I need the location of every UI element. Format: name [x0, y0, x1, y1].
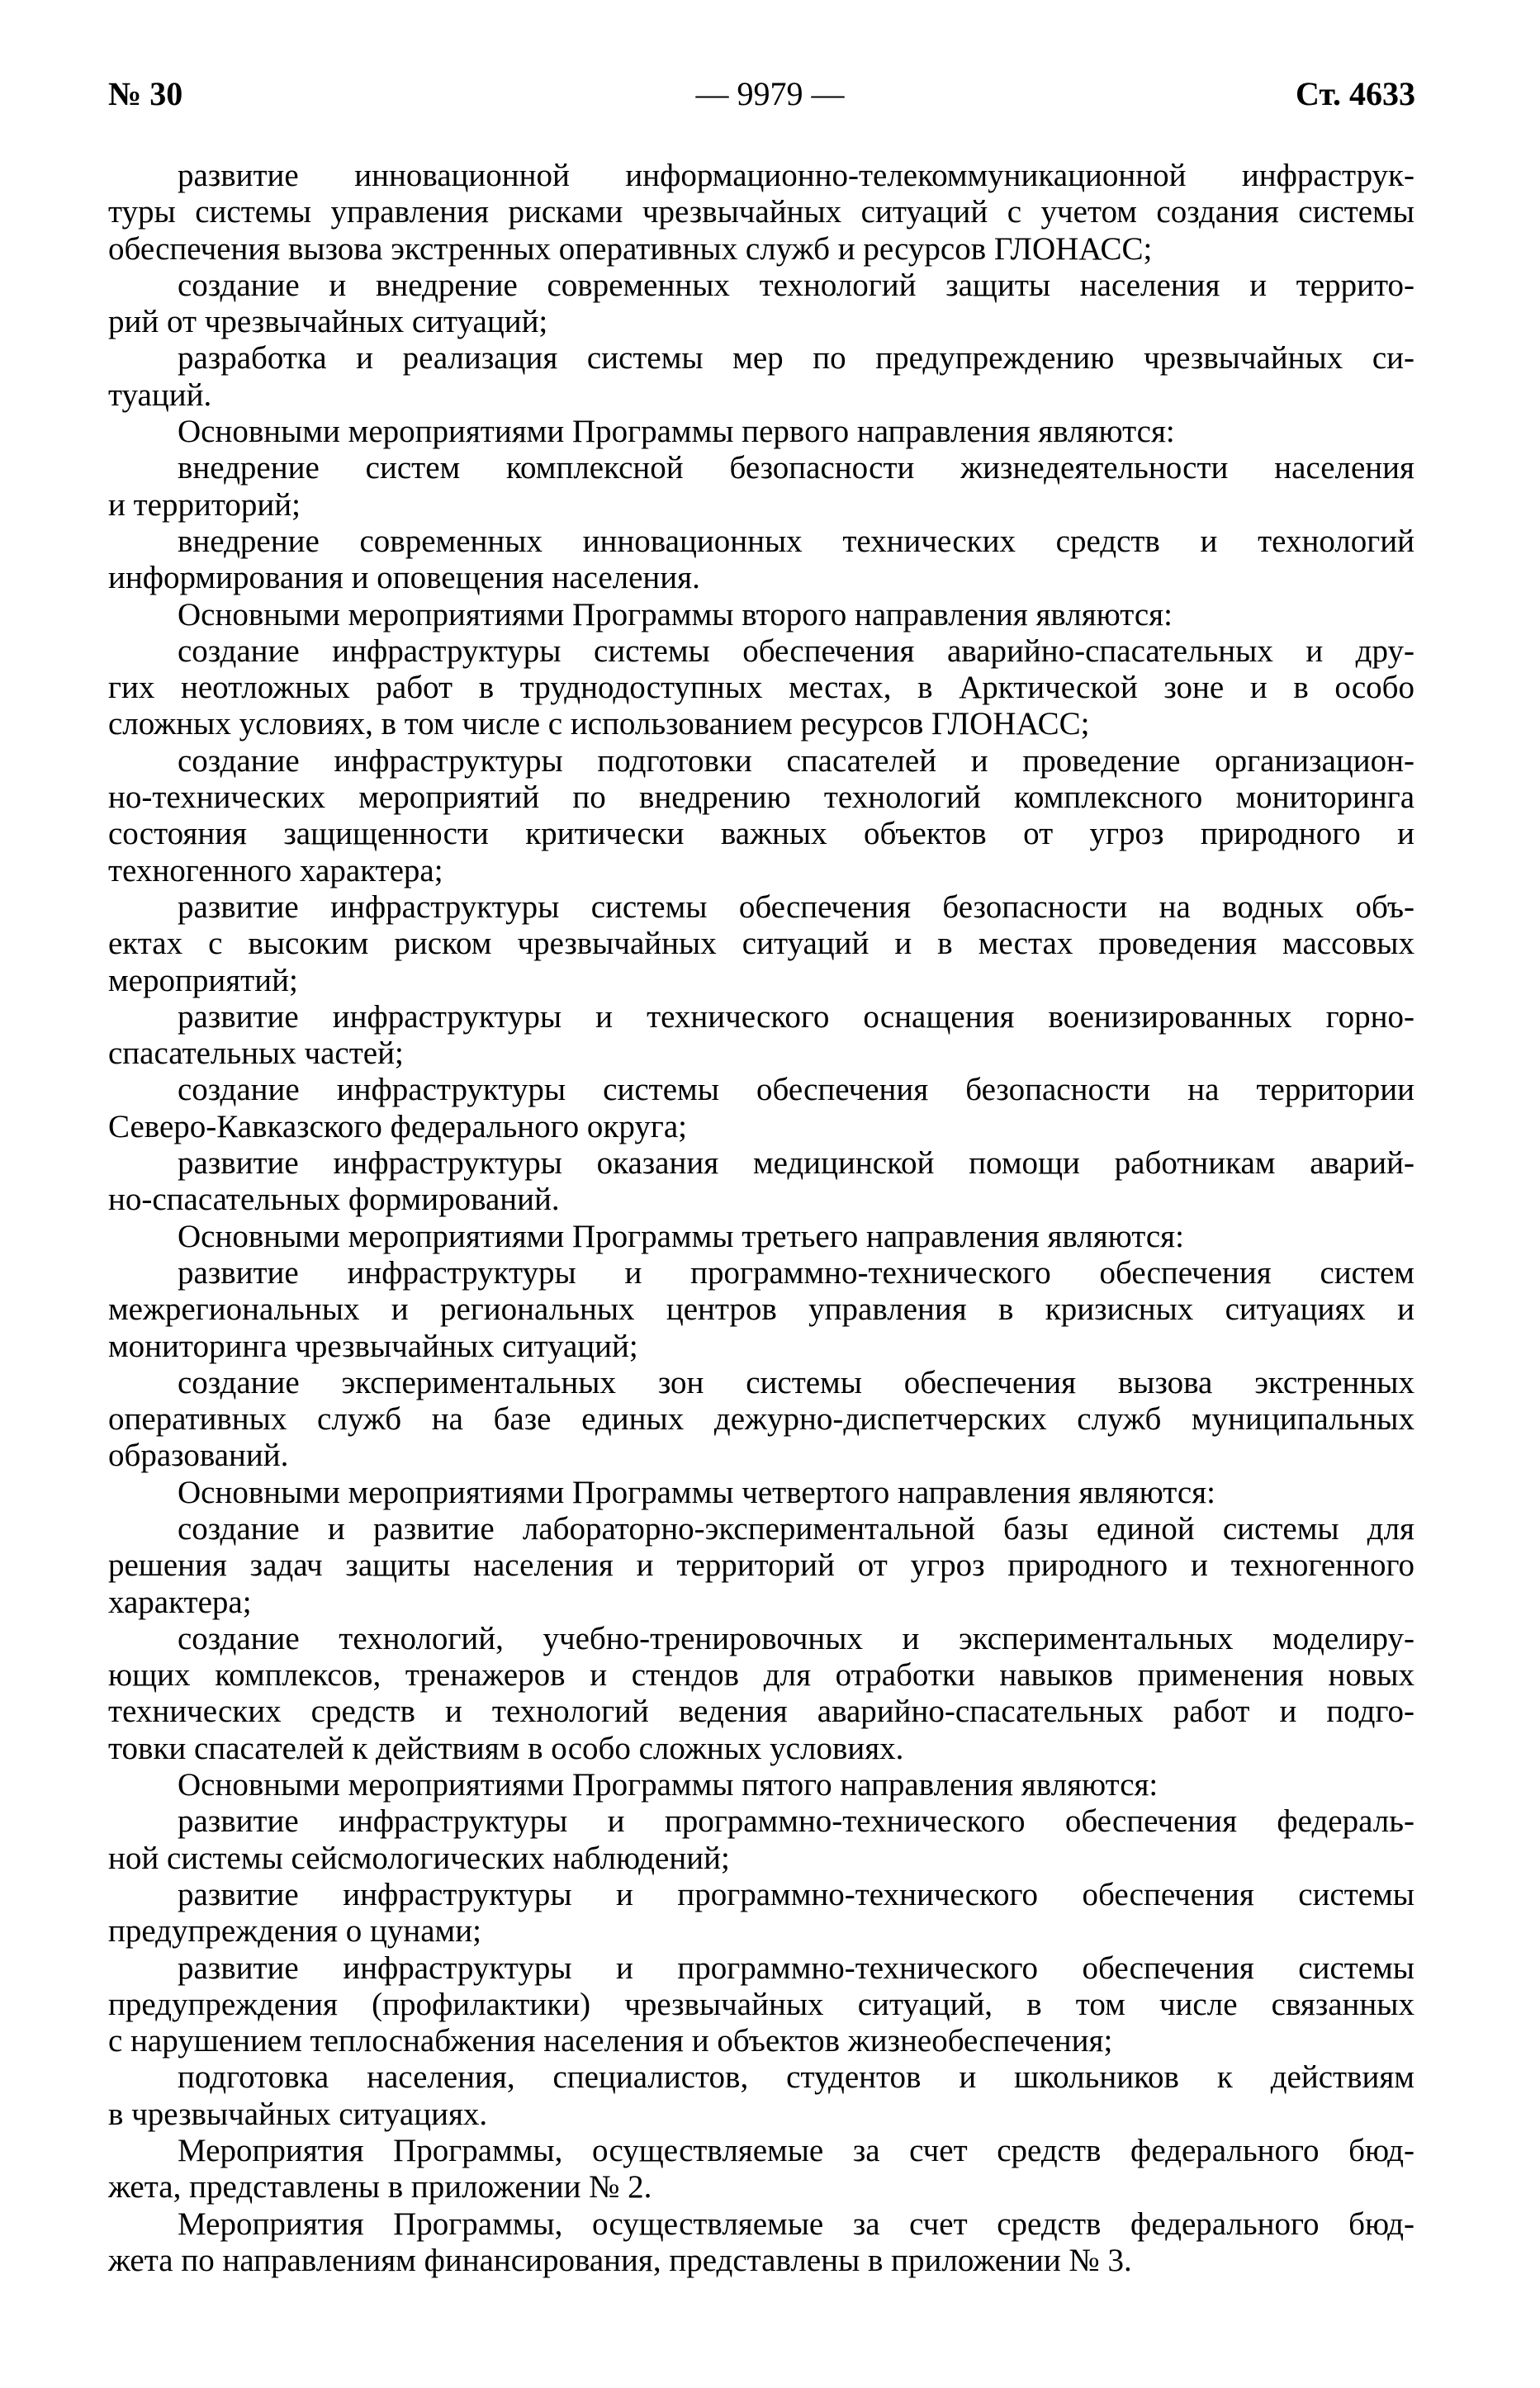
text-line: но-технических мероприятий по внедрению технологий комплексного мониторинга [108, 779, 1414, 816]
paragraph [108, 1365, 1414, 1475]
text-line: создание и внедрение современных технологий защиты населения и террито- [178, 267, 1414, 303]
text-line: технических средств и технологий ведения аварийно-спасательных работ и подго- [108, 1694, 1414, 1730]
text-line: развитие инфраструктуры и программно-технического обеспечения федераль- [178, 1803, 1414, 1840]
text-line: Основными мероприятиями Программы четвертого направления являются: [178, 1474, 1215, 1510]
document-body [108, 158, 1414, 2279]
text-line: развитие инфраструктуры оказания медицинской помощи работникам аварий- [178, 1145, 1414, 1182]
text-line: Мероприятия Программы, осуществляемые за счет средств федерального бюд- [178, 2206, 1414, 2242]
text-line: мониторинга чрезвычайных ситуаций; [108, 1328, 638, 1364]
text-line: техногенного характера; [108, 852, 443, 888]
text-line: внедрение современных инновационных технических средств и технологий [178, 523, 1414, 559]
paragraph [108, 2059, 1414, 2133]
paragraph [108, 1950, 1414, 2060]
paragraph [108, 1145, 1414, 1219]
text-line: межрегиональных и региональных центров управления в кризисных ситуациях и [108, 1291, 1414, 1328]
text-line: создание технологий, учебно-тренировочных и экспериментальных моделиру- [178, 1620, 1414, 1656]
paragraph [108, 1511, 1414, 1621]
text-line: образований. [108, 1438, 289, 1474]
text-line: внедрение систем комплексной безопасности жизнедеятельности населения [178, 450, 1414, 486]
text-line: развитие инфраструктуры и программно-технического обеспечения системы [178, 1876, 1414, 1912]
text-line: товки спасателей к действиям в особо сложных условиях. [108, 1730, 904, 1766]
text-line: создание инфраструктуры системы обеспечения безопасности на территории [178, 1072, 1414, 1108]
text-line: туры системы управления рисками чрезвычайных ситуаций с учетом создания системы [108, 194, 1414, 230]
text-line: оперативных служб на базе единых дежурно-диспетчерских служб муниципальных [108, 1401, 1414, 1438]
text-line: ектах с высоким риском чрезвычайных ситуаций и в местах проведения массовых [108, 926, 1414, 962]
text-line: создание инфраструктуры подготовки спасателей и проведение организацион- [178, 742, 1414, 779]
paragraph [108, 743, 1414, 889]
text-line: спасательных частей; [108, 1035, 404, 1072]
text-line: разработка и реализация системы мер по предупреждению чрезвычайных си- [178, 340, 1414, 377]
paragraph [108, 999, 1414, 1073]
text-line: создание и развитие лабораторно-экспериментальной базы единой системы для [178, 1510, 1414, 1547]
text-line: предупреждения о цунами; [108, 1913, 481, 1950]
text-line: жета, представлены в приложении № 2. [108, 2169, 652, 2206]
text-line: с нарушением теплоснабжения населения и объектов жизнеобеспечения; [108, 2023, 1113, 2059]
text-line: ющих комплексов, тренажеров и стендов для отработки навыков применения новых [108, 1657, 1414, 1694]
text-line: Основными мероприятиями Программы третьего направления являются: [178, 1218, 1184, 1254]
paragraph [108, 1219, 1414, 1255]
text-line: гих неотложных работ в труднодоступных местах, в Арктической зоне и в особо [108, 670, 1414, 706]
text-line: обеспечения вызова экстренных оперативных служб и ресурсов ГЛОНАСС; [108, 230, 1153, 267]
text-line: информирования и оповещения населения. [108, 560, 700, 596]
text-line: Северо-Кавказского федерального округа; [108, 1108, 687, 1144]
text-line: развитие инфраструктуры и программно-технического обеспечения системы [178, 1950, 1414, 1986]
article-number: Ст. 4633 [1296, 75, 1415, 112]
paragraph [108, 340, 1414, 414]
text-line: развитие инфраструктуры и программно-технического обеспечения систем [178, 1254, 1414, 1291]
text-line: мероприятий; [108, 962, 298, 998]
paragraph [108, 597, 1414, 633]
paragraph [108, 1767, 1414, 1803]
paragraph [108, 2133, 1414, 2206]
paragraph [108, 414, 1414, 450]
text-line: Мероприятия Программы, осуществляемые за счет средств федерального бюд- [178, 2133, 1414, 2169]
text-line: создание экспериментальных зон системы обеспечения вызова экстренных [178, 1364, 1414, 1400]
issue-number: № 30 [108, 75, 183, 112]
text-line: и территорий; [108, 486, 301, 523]
page-number: — 9979 — [695, 75, 845, 112]
text-line: ной системы сейсмологических наблюдений; [108, 1840, 730, 1876]
text-line: рий от чрезвычайных ситуаций; [108, 304, 548, 340]
paragraph [108, 524, 1414, 597]
paragraph [108, 1877, 1414, 1950]
text-line: жета по направлениям финансирования, представлены в приложении № 3. [108, 2242, 1132, 2278]
paragraph [108, 268, 1414, 341]
text-line: в чрезвычайных ситуациях. [108, 2096, 488, 2132]
text-line: Основными мероприятиями Программы первого направления являются: [178, 414, 1175, 450]
text-line: развитие инфраструктуры системы обеспечения безопасности на водных объ- [178, 888, 1414, 925]
text-line: предупреждения (профилактики) чрезвычайных ситуаций, в том числе связанных [108, 1986, 1414, 2022]
paragraph [108, 1072, 1414, 1145]
text-line: сложных условиях, в том числе с использованием ресурсов ГЛОНАСС; [108, 706, 1090, 742]
text-line: характера; [108, 1584, 252, 1620]
text-line: Основными мероприятиями Программы пятого направления являются: [178, 1767, 1159, 1803]
text-line: состояния защищенности критически важных объектов от угроз природного и [108, 816, 1414, 852]
text-line: решения задач защиты населения и территорий от угроз природного и техногенного [108, 1547, 1414, 1584]
paragraph [108, 158, 1414, 268]
text-line: туаций. [108, 377, 212, 413]
paragraph [108, 1621, 1414, 1767]
paragraph [108, 1255, 1414, 1365]
text-line: подготовка населения, специалистов, студентов и школьников к действиям [178, 2059, 1414, 2096]
text-line: Основными мероприятиями Программы второго направления являются: [178, 596, 1173, 633]
paragraph [108, 1475, 1414, 1511]
paragraph [108, 2206, 1414, 2280]
paragraph [108, 633, 1414, 743]
text-line: развитие инфраструктуры и технического оснащения военизированных горно- [178, 998, 1414, 1035]
paragraph [108, 889, 1414, 999]
text-line: но-спасательных формирований. [108, 1182, 560, 1218]
paragraph [108, 1803, 1414, 1877]
text-line: развитие инновационной информационно-телекоммуникационной инфраструк- [178, 158, 1414, 193]
text-line: создание инфраструктуры системы обеспечения аварийно-спасательных и дру- [178, 633, 1414, 669]
paragraph [108, 450, 1414, 524]
